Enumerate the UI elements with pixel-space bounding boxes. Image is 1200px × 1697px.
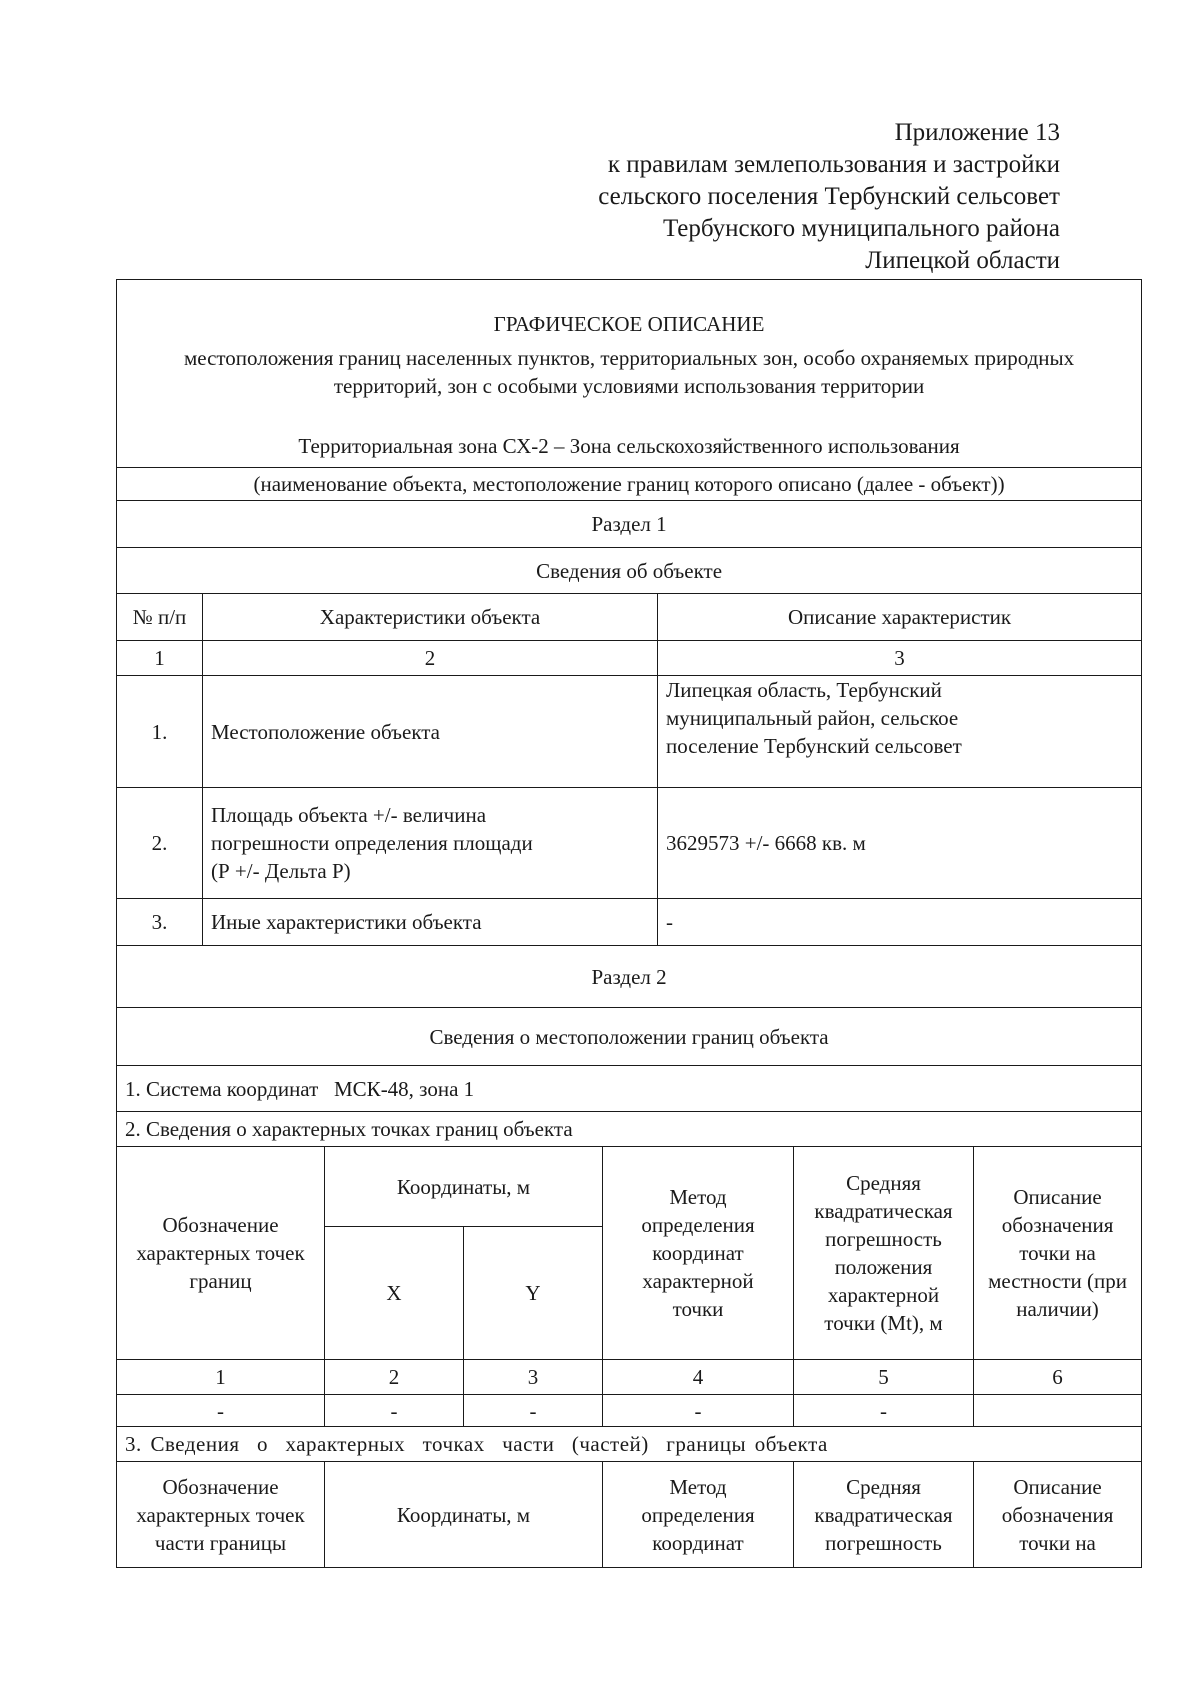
header-line: Обозначение [162, 1474, 279, 1499]
row-value: 3629573 +/- 6668 кв. м [658, 788, 1142, 899]
col-header-error [794, 1462, 974, 1568]
appendix-line: Липецкой области [865, 247, 1060, 274]
table-cell: - [603, 1395, 794, 1427]
section2-title: Раздел 2 [117, 946, 1142, 1008]
value-line: Липецкая область, Тербунский [666, 678, 942, 702]
header-line: характерной [827, 1283, 940, 1307]
document-title: ГРАФИЧЕСКОЕ ОПИСАНИЕ [493, 312, 765, 336]
header-line: характерных точек [136, 1241, 305, 1265]
header-line: Средняя [846, 1171, 921, 1195]
header-line: Средняя [846, 1474, 921, 1499]
header-line: обозначения [1001, 1213, 1114, 1237]
table-cell: - [794, 1395, 974, 1427]
points-title: 2. Сведения о характерных точках границ объекта [117, 1112, 1142, 1147]
table-row [117, 899, 1142, 946]
row-characteristic [203, 788, 658, 899]
row-number: 1. [117, 676, 203, 788]
appendix-line: к правилам землепользования и застройки [607, 151, 1060, 178]
coordinate-system: 1. Система координат МСК-48, зона 1 [117, 1066, 1142, 1112]
value-line: поселение Тербунский сельсовет [666, 734, 962, 758]
table-row [117, 676, 1142, 788]
graphic-description-table [116, 279, 1142, 1568]
col-number: 3 [464, 1360, 603, 1395]
col-header-point-description [974, 1462, 1142, 1568]
header-line: погрешность [825, 1530, 942, 1555]
characteristic-line: погрешности определения площади [211, 831, 533, 855]
col-header-error [794, 1147, 974, 1360]
value-line: муниципальный район, сельское [666, 706, 959, 730]
zone-name: Территориальная зона СХ-2 – Зона сельскохозяйственного использования [298, 434, 960, 458]
col-header-method [603, 1147, 794, 1360]
characteristic-line: (Р +/- Дельта Р) [211, 859, 351, 883]
appendix-line: сельского поселения Тербунский сельсовет [598, 183, 1060, 210]
header-line: характерной [642, 1269, 754, 1293]
col-header-point-description [974, 1147, 1142, 1360]
header-line: точки (Mt), м [824, 1311, 943, 1335]
col-number: 2 [203, 641, 658, 676]
table-cell: - [464, 1395, 603, 1427]
col-header-coordinates: Координаты, м [325, 1462, 603, 1568]
header-line: Метод [669, 1474, 727, 1499]
header-line: части границы [154, 1530, 287, 1555]
header-line: наличии) [1016, 1297, 1099, 1321]
col-number: 6 [974, 1360, 1142, 1395]
col-header-method [603, 1462, 794, 1568]
header-line: обозначения [1001, 1502, 1114, 1527]
table-cell: - [325, 1395, 464, 1427]
row-number: 3. [117, 899, 203, 946]
col-header-num: № п/п [117, 594, 203, 641]
section1-title: Раздел 1 [117, 501, 1142, 548]
header-line: точки на [1019, 1241, 1096, 1265]
document-header [117, 280, 1142, 468]
col-header-characteristics: Характеристики объекта [203, 594, 658, 641]
characteristic-line: Площадь объекта +/- величина [211, 803, 487, 827]
header-line: Обозначение [162, 1213, 279, 1237]
col-number: 1 [117, 1360, 325, 1395]
col-header-designation [117, 1147, 325, 1360]
row-value: - [658, 899, 1142, 946]
header-line: квадратическая [814, 1199, 953, 1223]
header-line: Метод [669, 1185, 727, 1209]
col-number: 1 [117, 641, 203, 676]
document-subtitle-line: местоположения границ населенных пунктов, территориальных зон, особо охраняемых природных [183, 346, 1075, 370]
part-points-title: 3. Сведения о характерных точках части (частей) границы объекта [117, 1427, 1142, 1462]
header-line: определения [641, 1502, 755, 1527]
header-line: координат [652, 1241, 744, 1265]
header-line: точки на [1019, 1530, 1096, 1555]
header-line: положения [834, 1255, 933, 1279]
header-line: Описание [1013, 1185, 1102, 1209]
appendix-line: Приложение 13 [894, 119, 1060, 146]
table-row [117, 1395, 1142, 1427]
col-number: 5 [794, 1360, 974, 1395]
header-line: погрешность [825, 1227, 942, 1251]
appendix-header [598, 117, 1060, 277]
section2-subtitle: Сведения о местоположении границ объекта [117, 1008, 1142, 1066]
header-line: точки [672, 1297, 724, 1321]
header-line: характерных точек [136, 1502, 305, 1527]
header-line: местности (при [988, 1269, 1127, 1293]
header-line: координат [652, 1530, 744, 1555]
section1-subtitle: Сведения об объекте [117, 548, 1142, 594]
header-line: квадратическая [814, 1502, 953, 1527]
table-cell [974, 1395, 1142, 1427]
row-number: 2. [117, 788, 203, 899]
col-header-designation [117, 1462, 325, 1568]
col-header-description: Описание характеристик [658, 594, 1142, 641]
header-line: границ [189, 1269, 252, 1293]
col-header-y: Y [464, 1227, 603, 1360]
col-number: 2 [325, 1360, 464, 1395]
row-characteristic: Иные характеристики объекта [203, 899, 658, 946]
col-number: 3 [658, 641, 1142, 676]
table-row [117, 788, 1142, 899]
header-line: Описание [1013, 1474, 1102, 1499]
row-value [658, 676, 1142, 788]
table-cell: - [117, 1395, 325, 1427]
row-characteristic: Местоположение объекта [203, 676, 658, 788]
appendix-line: Тербунского муниципального района [662, 215, 1060, 242]
col-number: 4 [603, 1360, 794, 1395]
document-subtitle-line: территорий, зон с особыми условиями использования территории [333, 374, 925, 398]
col-header-x: X [325, 1227, 464, 1360]
col-header-coordinates: Координаты, м [325, 1147, 603, 1227]
header-line: определения [641, 1213, 755, 1237]
object-name-note: (наименование объекта, местоположение границ которого описано (далее - объект)) [117, 468, 1142, 501]
